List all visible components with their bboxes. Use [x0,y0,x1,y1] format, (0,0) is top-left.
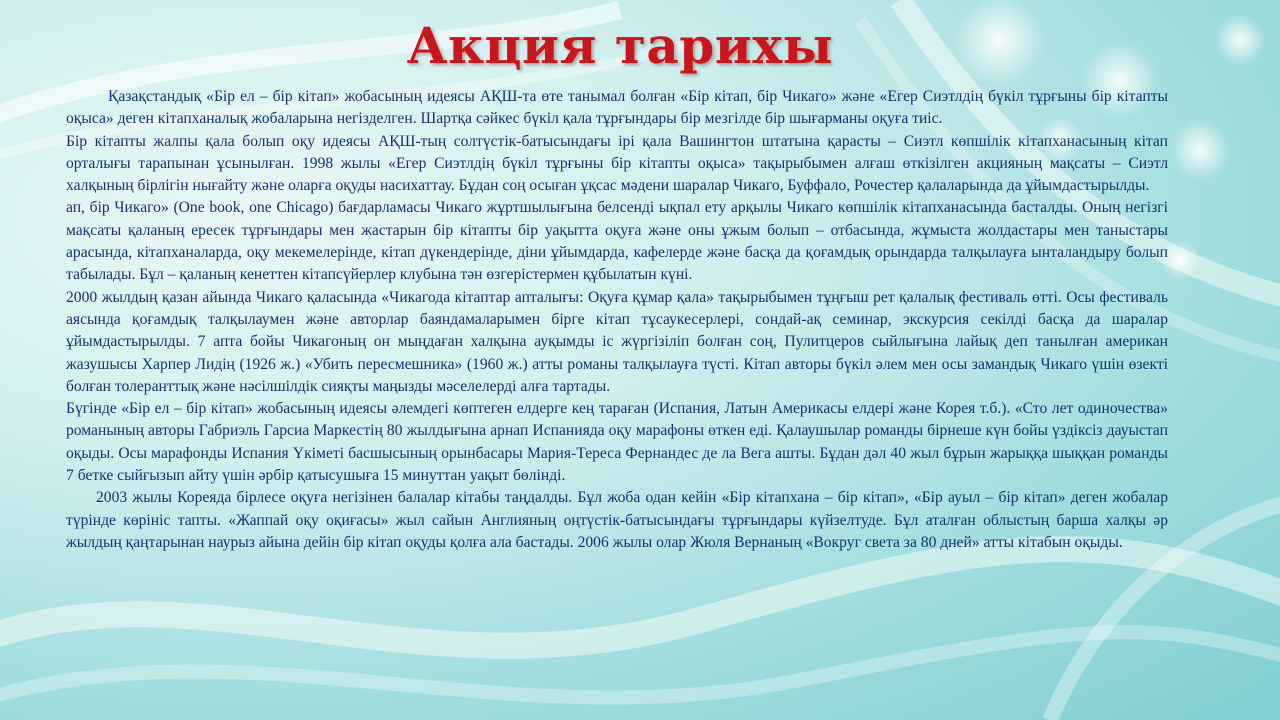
paragraph-seattle: Бір кітапты жалпы қала болып оқу идеясы АҚШ-тың солтүстік-батысындағы ірі қала Вашингтон штатына қарасты – Сиэтл көпшілік кітапханасының кітап орталығы тарапынан ұсынылған. 1998 жылы «Егер Сиэтлдің бүкіл тұрғыны бір кітапты оқыса» тақырыбымен алғаш өткізілген акцияның мақсаты – Сиэтл халқының бірлігін нығайту және оларға оқуды насихаттау. Бұдан соң осыған ұқсас мәдени шаралар Чикаго, Буффало, Рочестер қалаларында да ұйымдастырылды. [66,132,1168,195]
paragraph-spain: Бүгінде «Бір ел – бір кітап» жобасының идеясы әлемдегі көптеген елдерге кең тараған (Испания, Латын Америкасы елдері және Корея т.б.). «Сто лет одиночества» романының авторы Габриэль Гарсиа Маркестің 80 жылдығына арнап Испанияда оқу марафоны өткен еді. Қалаушылар романды бірнеше күн бойы үздіксіз дауыстап оқыды. Осы марафонды Испания Үкіметі басшысының орынбасары Мария-Тереса Фернандес де ла Вега ашты. Бұдан дәл 40 жыл бұрын жарыққа шыққан романды 7 бетке сыйғызып айту үшін әрбір қатысушыға 15 минуттан уақыт бөлінді. [66,400,1168,485]
paragraph-intro: Қазақстандық «Бір ел – бір кітап» жобасының идеясы АҚШ-та өте танымал болған «Бір кітап, бір Чикаго» және «Егер Сиэтлдің бүкіл тұрғыны бір кітапты оқыса» деген кітапханалық жобаларына негізделген. Шартқа сәйкес бүкіл қала тұрғындары бір мезгілде бір шығарманы оқуға тиіс. [66,88,1168,128]
slide-body [66,86,1168,554]
paragraph-korea: 2003 жылы Кореяда бірлесе оқуға негізінен балалар кітабы таңдалды. Бұл жоба одан кейін «Бір кітапхана – бір кітап», «Бір ауыл – бір кітап» деген жобалар түрінде көрініс тапты. «Жаппай оқу оқиғасы» жыл сайын Англияның оңтүстік-батысындағы тұрғындары күйзелтуде. Бұл аталған облыстың барша халқы әр жылдың қаңтарынан наурыз айына дейін бір кітап оқуды қолға ала бастады. 2006 жылы олар Жюля Вернаның «Вокруг света за 80 дней» атты кітабын оқыды. [66,489,1168,551]
slide-title: Акция тарихы [406,16,834,75]
paragraph-chicago-festival: 2000 жылдың қазан айында Чикаго қаласында «Чикагода кітаптар апталығы: Оқуға құмар қала» тақырыбымен тұңғыш рет қалалық фестиваль өтті. Осы фестиваль аясында қоғамдық талқылаумен және авторлар баяндамаларымен бірге кітап тұсаукесерлері, сондай-ақ семинар, экскурсия секілді басқа да шаралар ұйымдастырылды. 7 апта бойы Чикагоның он мыңдаған халқына ауқымды іс жүргізіліп болған соң, Пулитцеров сыйлығына лайық деп танылған американ жазушысы Харпер Лидің (1926 ж.) «Убить пересмешника» (1960 ж.) атты романы талқылауға түсті. Кітап авторы бүкіл әлем мен осы замандық Чикаго үшін өзекті болған толеранттық және нәсілшілдік сияқты маңызды мәселелерді алға тартады. [66,288,1168,395]
paragraph-chicago-program: ап, бір Чикаго» (One book, one Chicago) бағдарламасы Чикаго жұртшылығына белсенді ықпал ету арқылы Чикаго көпшілік кітапханасында басталды. Оның негізгі мақсаты қаланың ересек тұрғындары мен жастарын бір кітапты бір уақытта оқуға және оны ұжым болып – отбасында, жұмыста жолдастары мен таныстары арасында, кітапханаларда, оқу мекемелерінде, кітап дүкендерінде, діни ұйымдарда, кафелерде және басқа да қоғамдық орындарда талқылауға ынталандыру болып табылады. Бұл – қаланың кенеттен кітапсүйерлер клубына тән өзгерістермен құбылатын күні. [66,199,1168,284]
